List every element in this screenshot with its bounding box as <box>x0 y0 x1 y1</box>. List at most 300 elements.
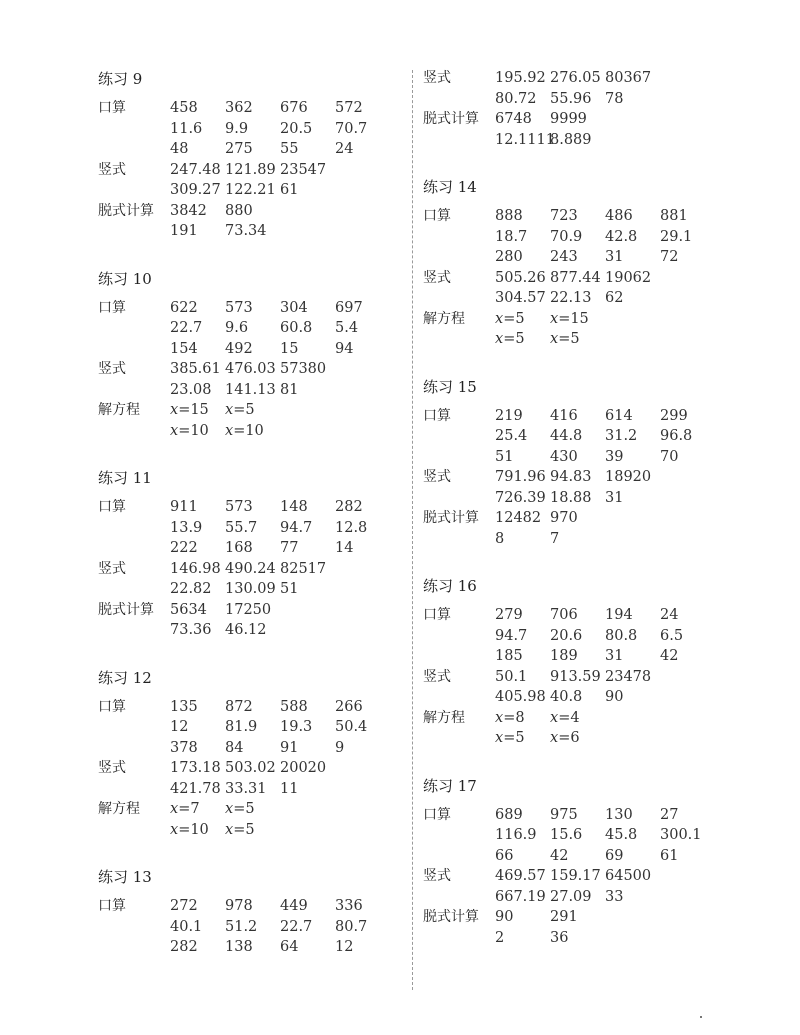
answer-row <box>170 180 398 201</box>
answer-value: 18.88 <box>550 489 592 506</box>
answer-value: 280 <box>495 249 523 265</box>
answer-row <box>170 538 398 559</box>
section-label: 竖式 <box>98 361 126 377</box>
section-label: 竖式 <box>98 760 126 776</box>
answer-value: x=5 <box>225 402 255 418</box>
answer-value: 94 <box>335 340 354 357</box>
section-label: 竖式 <box>423 269 451 286</box>
answer-row <box>170 380 398 401</box>
answer-value: x=5 <box>495 310 525 327</box>
answer-value: 877.44 <box>550 269 601 286</box>
answer-value: 486 <box>605 208 633 224</box>
answer-value: 20.5 <box>280 120 313 137</box>
answer-value: 195.92 <box>495 70 546 86</box>
answer-value: 304.57 <box>495 290 546 306</box>
answer-value: 29.1 <box>660 228 693 245</box>
answer-value: 505.26 <box>495 269 546 286</box>
answer-row <box>495 866 723 887</box>
section-label: 口算 <box>423 607 451 623</box>
exercise-title: 练习 15 <box>423 377 477 396</box>
answer-value: 45.8 <box>605 827 638 843</box>
answer-section <box>423 866 723 907</box>
answer-value: 282 <box>335 499 363 515</box>
answer-section <box>423 667 723 708</box>
answer-value: 911 <box>170 499 198 515</box>
answer-value: 6.5 <box>660 627 684 644</box>
answer-value: x=10 <box>170 821 209 838</box>
answer-value: 20.6 <box>550 627 583 644</box>
answer-value: 42.8 <box>605 228 638 245</box>
answer-value: 17250 <box>225 601 272 618</box>
answer-value: 219 <box>495 407 523 424</box>
answer-value: 378 <box>170 739 198 756</box>
answer-value: 31 <box>605 489 624 506</box>
answer-value: x=5 <box>225 821 255 838</box>
answer-value: 51.2 <box>225 918 258 935</box>
answer-value: 33.31 <box>225 780 267 797</box>
answer-section <box>423 406 723 468</box>
answer-value: 309.27 <box>170 182 221 198</box>
answer-value: 80.7 <box>335 918 368 935</box>
exercise-title: 练习 9 <box>98 70 143 88</box>
answer-row <box>170 518 398 539</box>
answer-value: 130.09 <box>225 581 276 597</box>
answer-value: 72 <box>660 249 679 265</box>
answer-value: 25.4 <box>495 428 528 444</box>
answer-row <box>495 247 723 268</box>
answer-value: 57380 <box>280 361 327 377</box>
answer-value: 84 <box>225 739 244 756</box>
answer-value: 42 <box>550 847 569 864</box>
answer-row <box>170 119 398 140</box>
answer-row <box>495 89 723 110</box>
answer-section <box>98 896 398 958</box>
answer-value: 50.1 <box>495 668 528 685</box>
answer-row <box>495 728 723 749</box>
answer-value: 697 <box>335 299 363 316</box>
answer-value: 23.08 <box>170 381 212 398</box>
answer-value: 2 <box>495 929 505 946</box>
answer-section <box>423 467 723 508</box>
answer-section <box>98 799 398 840</box>
answer-section <box>98 400 398 441</box>
answer-value: 588 <box>280 698 308 715</box>
answer-value: 138 <box>225 939 253 955</box>
section-label: 口算 <box>423 208 451 224</box>
answer-row <box>495 426 723 447</box>
answer-section <box>423 605 723 667</box>
answer-value: 148 <box>280 499 308 515</box>
section-label: 竖式 <box>423 469 451 485</box>
answer-value: 282 <box>170 939 198 955</box>
answer-value: 73.36 <box>170 622 212 638</box>
answer-value: 3842 <box>170 202 207 219</box>
answer-value: 121.89 <box>225 161 276 178</box>
page-speck <box>700 1016 702 1018</box>
answer-row <box>495 68 723 89</box>
answer-value: 970 <box>550 510 578 526</box>
answer-value: 36 <box>550 929 569 946</box>
section-label: 竖式 <box>423 668 451 685</box>
answer-section <box>98 600 398 641</box>
answer-value: 975 <box>550 806 578 823</box>
answer-section <box>423 907 723 948</box>
answer-row <box>495 626 723 647</box>
answer-value: 12 <box>170 719 189 735</box>
answer-row <box>170 559 398 580</box>
answer-value: 362 <box>225 100 253 116</box>
answer-row <box>170 98 398 119</box>
answer-value: 130 <box>605 806 633 823</box>
answer-value: 243 <box>550 249 578 265</box>
answer-row <box>495 206 723 227</box>
answer-section <box>98 359 398 400</box>
answer-value: 385.61 <box>170 361 221 377</box>
answer-value: 80.72 <box>495 90 537 107</box>
answer-value: 27 <box>660 806 679 823</box>
answer-row <box>170 896 398 917</box>
exercise-block <box>423 376 723 550</box>
answer-value: 31 <box>605 648 624 664</box>
exercise-block <box>98 467 398 641</box>
answer-value: 189 <box>550 648 578 664</box>
answer-value: 5634 <box>170 601 207 618</box>
answer-value: 81 <box>280 381 299 398</box>
answer-value: 12.1111 <box>495 131 555 148</box>
answer-value: 64 <box>280 939 299 955</box>
answer-value: 94.7 <box>495 627 528 644</box>
answer-value: 573 <box>225 299 253 316</box>
answer-value: 8 <box>495 530 505 547</box>
answer-value: 173.18 <box>170 760 221 776</box>
answer-value: 421.78 <box>170 780 221 797</box>
answer-value: 191 <box>170 223 198 239</box>
answer-row <box>495 708 723 729</box>
answer-value: 9 <box>335 739 345 756</box>
answer-value: 50.4 <box>335 719 368 735</box>
answer-value: 416 <box>550 407 578 424</box>
exercise-title: 练习 11 <box>98 469 152 487</box>
answer-value: 978 <box>225 898 253 914</box>
answer-value: 19.3 <box>280 719 313 735</box>
answer-value: 622 <box>170 299 198 316</box>
exercise-title: 练习 13 <box>98 868 152 886</box>
answer-row <box>170 497 398 518</box>
answer-value: 430 <box>550 448 578 465</box>
answer-row <box>495 109 723 130</box>
answer-value: 222 <box>170 540 198 556</box>
answer-row <box>495 928 723 949</box>
answer-row <box>170 600 398 621</box>
answer-section <box>98 160 398 201</box>
answer-row <box>170 937 398 958</box>
answer-value: 573 <box>225 499 253 515</box>
answer-value: 70 <box>660 448 679 465</box>
answer-value: 13.9 <box>170 519 203 536</box>
answer-value: 15.6 <box>550 827 583 843</box>
answer-section <box>423 206 723 268</box>
answer-value: 61 <box>660 847 679 864</box>
right-column <box>423 68 723 974</box>
answer-row <box>170 620 398 641</box>
answer-row <box>495 508 723 529</box>
answer-value: 94.7 <box>280 519 313 536</box>
answer-row <box>170 318 398 339</box>
answer-value: 888 <box>495 208 523 224</box>
answer-row <box>495 907 723 928</box>
answer-section <box>98 98 398 160</box>
answer-value: x=4 <box>550 709 580 726</box>
answer-value: 9.9 <box>225 120 249 137</box>
answer-value: 31.2 <box>605 428 638 444</box>
answer-value: 78 <box>605 90 624 107</box>
answer-value: 55 <box>280 141 299 157</box>
exercise-block <box>98 68 398 242</box>
answer-row <box>495 605 723 626</box>
answer-section <box>98 758 398 799</box>
answer-row <box>495 309 723 330</box>
answer-value: 18.7 <box>495 228 528 245</box>
answer-value: 276.05 <box>550 70 601 86</box>
answer-value: 22.82 <box>170 581 212 597</box>
exercise-title: 练习 16 <box>423 577 477 595</box>
section-label: 口算 <box>98 898 126 914</box>
answer-row <box>170 221 398 242</box>
answer-value: 168 <box>225 540 253 556</box>
exercise-title: 练习 17 <box>423 776 477 795</box>
answer-value: 23478 <box>605 668 652 685</box>
answer-value: 247.48 <box>170 161 221 178</box>
answer-value: 676 <box>280 100 308 116</box>
section-label: 竖式 <box>98 161 126 178</box>
section-label: 解方程 <box>98 801 140 817</box>
answer-value: 336 <box>335 898 363 914</box>
answer-row <box>170 820 398 841</box>
answer-value: 12 <box>335 939 354 955</box>
answer-value: 82517 <box>280 560 327 577</box>
answer-value: 11 <box>280 780 299 797</box>
section-label: 脱式计算 <box>98 601 154 618</box>
answer-value: 20020 <box>280 760 327 776</box>
answer-value: 12482 <box>495 510 542 526</box>
answer-row <box>495 447 723 468</box>
answer-value: 689 <box>495 806 523 823</box>
answer-value: 73.34 <box>225 223 267 239</box>
answer-row <box>495 887 723 908</box>
section-label: 脱式计算 <box>423 909 479 925</box>
answer-value: 96.8 <box>660 428 693 444</box>
section-label: 解方程 <box>423 310 465 327</box>
answer-value: 299 <box>660 407 688 424</box>
answer-value: 8.889 <box>550 131 592 148</box>
answer-value: 70.9 <box>550 228 583 245</box>
answer-value: 12.8 <box>335 519 368 536</box>
exercise-block <box>423 176 723 350</box>
answer-value: 33 <box>605 888 624 905</box>
answer-section <box>423 268 723 309</box>
answer-value: 723 <box>550 208 578 224</box>
answer-row <box>495 488 723 509</box>
answer-value: 304 <box>280 299 308 316</box>
answer-value: 291 <box>550 909 578 925</box>
answer-row <box>170 201 398 222</box>
answer-value: 14 <box>335 540 354 556</box>
answer-value: x=8 <box>495 709 525 726</box>
answer-value: 19062 <box>605 269 652 286</box>
column-divider <box>412 70 413 990</box>
answer-value: 94.83 <box>550 469 592 485</box>
answer-row <box>170 400 398 421</box>
answer-section <box>423 309 723 350</box>
exercise-block <box>98 268 398 442</box>
answer-value: 31 <box>605 249 624 265</box>
answer-value: 476.03 <box>225 361 276 377</box>
answer-value: 141.13 <box>225 381 276 398</box>
answer-value: x=10 <box>225 422 264 439</box>
answer-value: x=10 <box>170 422 209 439</box>
answer-value: x=15 <box>550 310 589 327</box>
answer-value: 61 <box>280 182 299 198</box>
exercise-block <box>423 575 723 749</box>
answer-value: x=6 <box>550 730 580 746</box>
answer-value: 5.4 <box>335 320 359 336</box>
left-column <box>98 68 398 984</box>
section-label: 竖式 <box>423 70 451 86</box>
answer-value: 880 <box>225 202 253 219</box>
answer-value: 42 <box>660 648 679 664</box>
answer-value: 40.8 <box>550 689 583 705</box>
answer-value: 458 <box>170 100 198 116</box>
answer-value: 80.8 <box>605 627 638 644</box>
answer-row <box>495 687 723 708</box>
answer-value: 405.98 <box>495 689 546 705</box>
answer-section <box>98 298 398 360</box>
answer-row <box>170 779 398 800</box>
answer-value: 275 <box>225 141 253 157</box>
answer-row <box>495 846 723 867</box>
answer-row <box>495 805 723 826</box>
answer-value: 185 <box>495 648 523 664</box>
section-label: 脱式计算 <box>423 510 479 526</box>
answer-value: 51 <box>280 581 299 597</box>
exercise-block <box>423 68 723 150</box>
answer-value: 18920 <box>605 469 652 485</box>
answer-value: 81.9 <box>225 719 258 735</box>
section-label: 脱式计算 <box>423 111 479 127</box>
section-label: 竖式 <box>98 560 126 577</box>
answer-section <box>423 109 723 150</box>
answer-value: 503.02 <box>225 760 276 776</box>
answer-value: x=7 <box>170 801 200 817</box>
answer-value: 40.1 <box>170 918 203 935</box>
section-label: 脱式计算 <box>98 202 154 219</box>
answer-row <box>170 339 398 360</box>
answer-row <box>495 529 723 550</box>
answer-value: 11.6 <box>170 120 203 137</box>
answer-row <box>495 646 723 667</box>
answer-value: 44.8 <box>550 428 583 444</box>
answer-value: 469.57 <box>495 868 546 884</box>
answer-row <box>170 758 398 779</box>
answer-value: x=5 <box>495 730 525 746</box>
answer-row <box>495 288 723 309</box>
answer-value: 22.13 <box>550 290 592 306</box>
section-label: 口算 <box>98 499 126 515</box>
answer-value: 266 <box>335 698 363 715</box>
answer-value: 24 <box>660 607 679 623</box>
answer-value: 23547 <box>280 161 327 178</box>
answer-value: 706 <box>550 607 578 623</box>
answer-value: 46.12 <box>225 622 267 638</box>
answer-value: 492 <box>225 340 253 357</box>
answer-row <box>170 697 398 718</box>
exercise-block <box>423 775 723 949</box>
answer-value: 6748 <box>495 111 532 127</box>
answer-value: 22.7 <box>170 320 203 336</box>
answer-value: 194 <box>605 607 633 623</box>
answer-row <box>495 406 723 427</box>
answer-value: 490.24 <box>225 560 276 577</box>
answer-value: x=5 <box>495 331 525 347</box>
answer-row <box>170 917 398 938</box>
answer-value: 60.8 <box>280 320 313 336</box>
answer-value: 55.96 <box>550 90 592 107</box>
answer-value: 159.17 <box>550 868 601 884</box>
answer-value: 69 <box>605 847 624 864</box>
answer-value: 7 <box>550 530 560 547</box>
answer-section <box>423 508 723 549</box>
answer-value: 9.6 <box>225 320 249 336</box>
exercise-title: 练习 12 <box>98 668 152 687</box>
answer-row <box>170 579 398 600</box>
exercise-block <box>98 866 398 958</box>
answer-value: 90 <box>495 909 514 925</box>
answer-row <box>170 738 398 759</box>
answer-section <box>98 559 398 600</box>
answer-value: 135 <box>170 698 198 715</box>
section-label: 口算 <box>98 698 126 715</box>
answer-value: 55.7 <box>225 519 258 536</box>
answer-value: 48 <box>170 141 189 157</box>
answer-row <box>170 359 398 380</box>
answer-value: 300.1 <box>660 827 702 843</box>
answer-value: 9999 <box>550 111 587 127</box>
answer-section <box>423 805 723 867</box>
exercise-block <box>98 667 398 841</box>
answer-value: 80367 <box>605 70 652 86</box>
answer-row <box>495 825 723 846</box>
answer-value: 726.39 <box>495 489 546 506</box>
exercise-title: 练习 10 <box>98 269 152 288</box>
section-label: 竖式 <box>423 868 451 884</box>
section-label: 解方程 <box>423 709 465 726</box>
answer-section <box>423 68 723 109</box>
answer-value: 51 <box>495 448 514 465</box>
answer-row <box>170 160 398 181</box>
answer-value: 791.96 <box>495 469 546 485</box>
answer-row <box>170 421 398 442</box>
answer-value: 154 <box>170 340 198 357</box>
answer-section <box>98 697 398 759</box>
section-label: 口算 <box>423 407 451 424</box>
answer-value: 24 <box>335 141 354 157</box>
answer-value: 667.19 <box>495 888 546 905</box>
answer-value: 62 <box>605 290 624 306</box>
section-label: 解方程 <box>98 402 140 418</box>
answer-row <box>170 298 398 319</box>
answer-row <box>495 268 723 289</box>
answer-value: 70.7 <box>335 120 368 137</box>
